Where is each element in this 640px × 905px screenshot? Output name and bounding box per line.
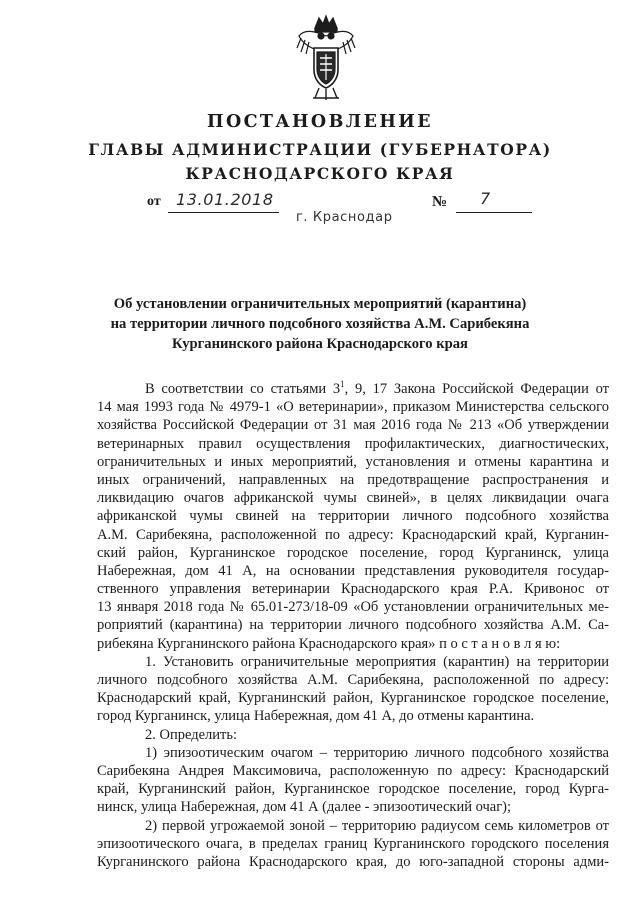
body-line: Набережная, дом 41 А, на основании представления руководителя государ- — [97, 562, 609, 579]
superscript: 1 — [340, 379, 345, 389]
body-line: нинск, улица Набережная, дом 41 А (далее - эпизоотический очаг); — [97, 799, 512, 816]
document-body — [97, 380, 609, 871]
body-line: ский район, Курганинское городское поселение, город Курганинск, улица — [97, 544, 609, 561]
body-line: 13 января 2018 года № 65.01-273/18-09 «Об установлении ограничительных ме- — [97, 599, 609, 616]
handwritten-number: 7 — [480, 189, 491, 208]
handwritten-date: 13.01.2018 — [176, 190, 274, 209]
coat-of-arms-emblem — [293, 14, 359, 102]
body-line: роприятий (карантина) на территории личного подсобного хозяйства А.М. Са- — [97, 617, 609, 634]
body-line: ограничительных и иных мероприятий, установления и отмены карантина и — [97, 453, 609, 470]
date-label: от — [147, 194, 161, 209]
body-line: ственного управления ветеринарии Краснодарского края Р.А. Кривонос от — [97, 581, 609, 598]
title-line: Об установлении ограничительных мероприятий (карантина) — [113, 296, 527, 312]
body-line: В соответствии со статьями $3^1$, 9, 17 Закона Российской Федерации от — [145, 379, 609, 397]
number-label: № — [432, 194, 448, 210]
body-line: край, Курганинский район, Курганинское городское поселение, город Курга- — [97, 781, 609, 798]
body-line: ветеринарных правил осуществления профилактических, диагностических, — [97, 435, 609, 452]
body-line: 1) эпизоотическим очагом – территорию личного подсобного хозяйства — [145, 744, 609, 761]
body-line: личного подсобного хозяйства А.М. Сарибекяна, расположенной по адресу: — [97, 672, 609, 688]
body-line: иных ограничений, направленных на предотвращение распространения и — [97, 471, 609, 488]
body-line: Краснодарский край, Курганинский район, Курганинское городское поселение, — [97, 690, 609, 707]
body-line: А.М. Сарибекяна, расположенной по адресу: Краснодарский край, Курганин- — [97, 526, 609, 543]
city-label: г. Краснодар — [296, 210, 393, 225]
body-line: 2) первой угрожаемой зоной – территорию радиусом семь километров от — [145, 817, 609, 834]
resolution-word: п о с т а н о в л я ю: — [439, 635, 561, 652]
body-line: Сарибекяна Андрея Максимовича, расположенную по адресу: Краснодарский — [97, 762, 609, 779]
body-line: город Курганинск, улица Набережная, дом 41 А, до отмены карантина. — [97, 708, 535, 725]
body-line: эпизоотического очага, в пределах границ Курганинского городского поселения — [97, 835, 609, 852]
document-title — [0, 294, 640, 354]
body-line: хозяйства Российской Федерации от 31 мая 2016 года № 213 «Об утверждении — [97, 417, 609, 434]
region-heading: КРАСНОДАРСКОГО КРАЯ — [185, 164, 455, 183]
title-line: Курганинского района Краснодарского края — [172, 336, 468, 352]
number-underline — [456, 194, 532, 213]
body-line: Курганинского района Краснодарского края, до юго-западной стороны адми- — [97, 853, 609, 870]
body-line: 2. Определить: — [145, 726, 238, 743]
body-line: 14 мая 1993 года № 4979-1 «О ветеринарии», приказом Министерства сельского — [97, 399, 609, 416]
document-type-heading: ПОСТАНОВЛЕНИЕ — [207, 112, 433, 132]
body-line: рибекяна Курганинского района Краснодарского края» п о с т а н о в л я ю: — [97, 635, 561, 652]
body-line: 1. Установить ограничительные мероприятия (карантин) на территории — [145, 653, 609, 670]
body-line: ликвидацию очагов африканской чумы свиней», в целях ликвидации очага — [97, 490, 609, 507]
issuer-heading: ГЛАВЫ АДМИНИСТРАЦИИ (ГУБЕРНАТОРА) — [88, 140, 552, 159]
body-line: африканской чумы свиней на территории личного подсобного хозяйства — [97, 508, 609, 525]
title-line: на территории личного подсобного хозяйства А.М. Сарибекяна — [110, 316, 530, 332]
